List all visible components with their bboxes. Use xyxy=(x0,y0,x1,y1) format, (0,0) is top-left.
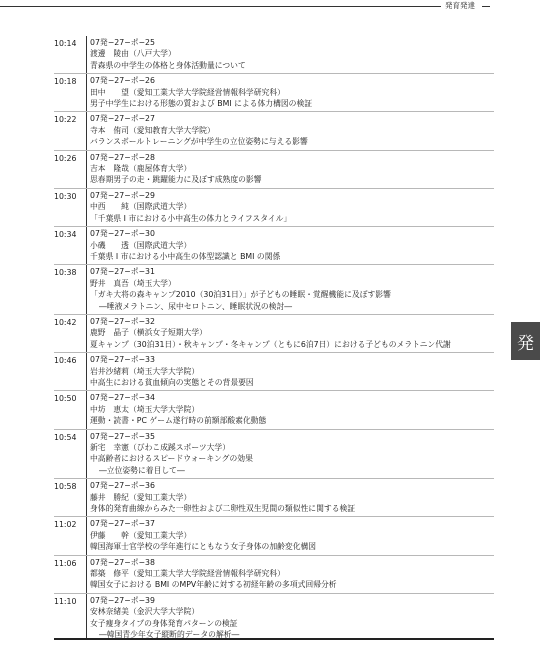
entry-subtitle: ―唾液メラトニン、尿中セロトニン、睡眠状況の検討― xyxy=(99,301,293,311)
entry-author: 藤井 勝紀（愛知工業大学） xyxy=(90,492,192,502)
entry-time: 10:26 xyxy=(54,153,77,163)
entry-author: 田中 望（愛知工業大学大学院経営情報科学研究科） xyxy=(90,87,285,97)
entry-author: 新宅 幸憲（びわこ成蹊スポーツ大学） xyxy=(90,443,231,452)
entry-author: 鹿野 晶子（横浜女子短期大学） xyxy=(90,328,207,338)
entry-title: バランスボールトレーニングが中学生の立位姿勢に与える影響 xyxy=(90,137,308,147)
program-entry xyxy=(54,112,494,150)
entry-title: 女子痩身タイプの身体発育パターンの検証 xyxy=(90,618,238,628)
entry-author: 安林奈緒美（金沢大学大学院） xyxy=(90,607,200,617)
entry-subtitle: ―韓国青少年女子縦断的データの解析― xyxy=(99,630,240,640)
entry-time: 10:18 xyxy=(54,77,77,87)
entry-time: 10:34 xyxy=(54,230,77,240)
entry-time: 10:54 xyxy=(54,432,77,442)
entry-author: 岩井沙緒莉（埼玉大学大学院） xyxy=(90,366,200,376)
entry-code: 07発−27−ポ−26 xyxy=(90,76,155,86)
program-entry xyxy=(54,556,494,594)
entry-time: 10:38 xyxy=(54,268,77,278)
entry-time: 10:58 xyxy=(54,482,77,492)
entry-time: 10:46 xyxy=(54,356,77,366)
entry-time: 11:02 xyxy=(54,520,77,530)
entry-author: 都築 修平（愛知工業大学大学院経営情報科学研究科） xyxy=(90,569,285,579)
entry-code: 07発−27−ポ−29 xyxy=(90,190,155,200)
program-entry xyxy=(54,74,494,112)
entry-code: 07発−27−ポ−27 xyxy=(90,114,155,124)
entry-author: 野井 真吾（埼玉大学） xyxy=(90,278,176,288)
program-entry xyxy=(54,353,494,391)
entry-code: 07発−27−ポ−25 xyxy=(90,38,155,47)
entry-title: 青森県の中学生の体格と身体活動量について xyxy=(90,60,246,70)
entry-title: 思春期男子の走・跳躍能力に及ぼす成熟度の影響 xyxy=(90,175,262,185)
entry-code: 07発−27−ポ−34 xyxy=(90,393,155,403)
header-label: 発育発達 xyxy=(445,1,475,10)
entry-code: 07発−27−ポ−31 xyxy=(90,267,155,277)
entry-author: 小磯 透（国際武道大学） xyxy=(90,240,192,250)
entry-title: 千葉県 I 市における小中高生の体型認識と BMI の関係 xyxy=(90,251,281,261)
program-entry xyxy=(54,36,494,74)
entry-title: 韓国女子における BMI のMPV年齢に対する初経年齢の多項式回帰分析 xyxy=(90,580,337,590)
entry-time: 10:14 xyxy=(54,39,77,48)
entry-title: 夏キャンプ（30泊31日）・秋キャンプ・冬キャンプ（ともに6泊7日）における子どものメラトニン代謝 xyxy=(90,339,451,349)
entry-code: 07発−27−ポ−35 xyxy=(90,431,155,441)
entry-author: 渡邊 陵由（八戸大学） xyxy=(90,49,176,59)
program-entry xyxy=(54,315,494,353)
entry-author: 中坊 恵太（埼玉大学大学院） xyxy=(90,404,200,414)
entry-author: 伊藤 幹（愛知工業大学） xyxy=(90,530,192,540)
program-entry xyxy=(54,391,494,429)
entry-title: 「千葉県 I 市における小中高生の体力とライフスタイル」 xyxy=(90,213,292,223)
program-entry xyxy=(54,479,494,517)
entry-code: 07発−27−ポ−32 xyxy=(90,316,155,326)
program-entry xyxy=(54,430,494,480)
running-header xyxy=(0,0,540,14)
entry-code: 07発−27−ポ−38 xyxy=(90,557,155,567)
entry-time: 10:22 xyxy=(54,115,77,125)
header-rule xyxy=(0,6,441,7)
entry-author: 中西 純（国際武道大学） xyxy=(90,202,192,212)
entry-code: 07発−27−ポ−28 xyxy=(90,152,155,162)
entry-author: 吉本 隆哉（鹿屋体育大学） xyxy=(90,164,192,174)
program-list xyxy=(54,36,494,643)
entry-code: 07発−27−ポ−39 xyxy=(90,595,155,605)
program-entry xyxy=(54,189,494,227)
program-entry xyxy=(54,265,494,315)
program-entry xyxy=(54,594,494,643)
entry-title: 男子中学生における形態の質および BMI による体力構図の検証 xyxy=(90,99,313,109)
entry-title: 身体的発育曲線からみた一卵性および二卵性双生児間の類似性に関する検証 xyxy=(90,504,356,514)
entry-title: 運動・読書・PC ゲーム遂行時の前額部酸素化動態 xyxy=(90,416,267,426)
entry-title: 中高齢者におけるスピードウォーキングの効果 xyxy=(90,454,253,464)
program-entry xyxy=(54,227,494,265)
header-dash xyxy=(482,6,490,7)
entry-title: 「ガキ大将の森キャンプ2010（30泊31日）」が子どもの睡眠・覚醒機能に及ぼす影響 xyxy=(90,290,391,300)
program-entry xyxy=(54,517,494,555)
entry-subtitle: ―立位姿勢に着目して― xyxy=(99,465,185,475)
entry-code: 07発−27−ポ−36 xyxy=(90,481,155,491)
entry-time: 11:06 xyxy=(54,558,77,568)
entry-code: 07発−27−ポ−30 xyxy=(90,229,155,239)
entry-title: 中高生における貧血傾向の実態とその背景要因 xyxy=(90,377,254,387)
entry-code: 07発−27−ポ−33 xyxy=(90,355,155,365)
entry-author: 寺本 侑司（愛知教育大学大学院） xyxy=(90,125,215,135)
program-entry xyxy=(54,151,494,189)
entry-time: 10:50 xyxy=(54,394,77,404)
entry-time: 10:30 xyxy=(54,191,77,201)
bottom-rule xyxy=(54,638,494,640)
entry-time: 10:42 xyxy=(54,317,77,327)
entry-code: 07発−27−ポ−37 xyxy=(90,519,155,529)
section-index-tab: 発 xyxy=(511,322,540,360)
entry-time: 11:10 xyxy=(54,596,77,606)
entry-title: 韓国海軍士官学校の学年進行にともなう女子身体の加齢変化構図 xyxy=(90,542,317,552)
